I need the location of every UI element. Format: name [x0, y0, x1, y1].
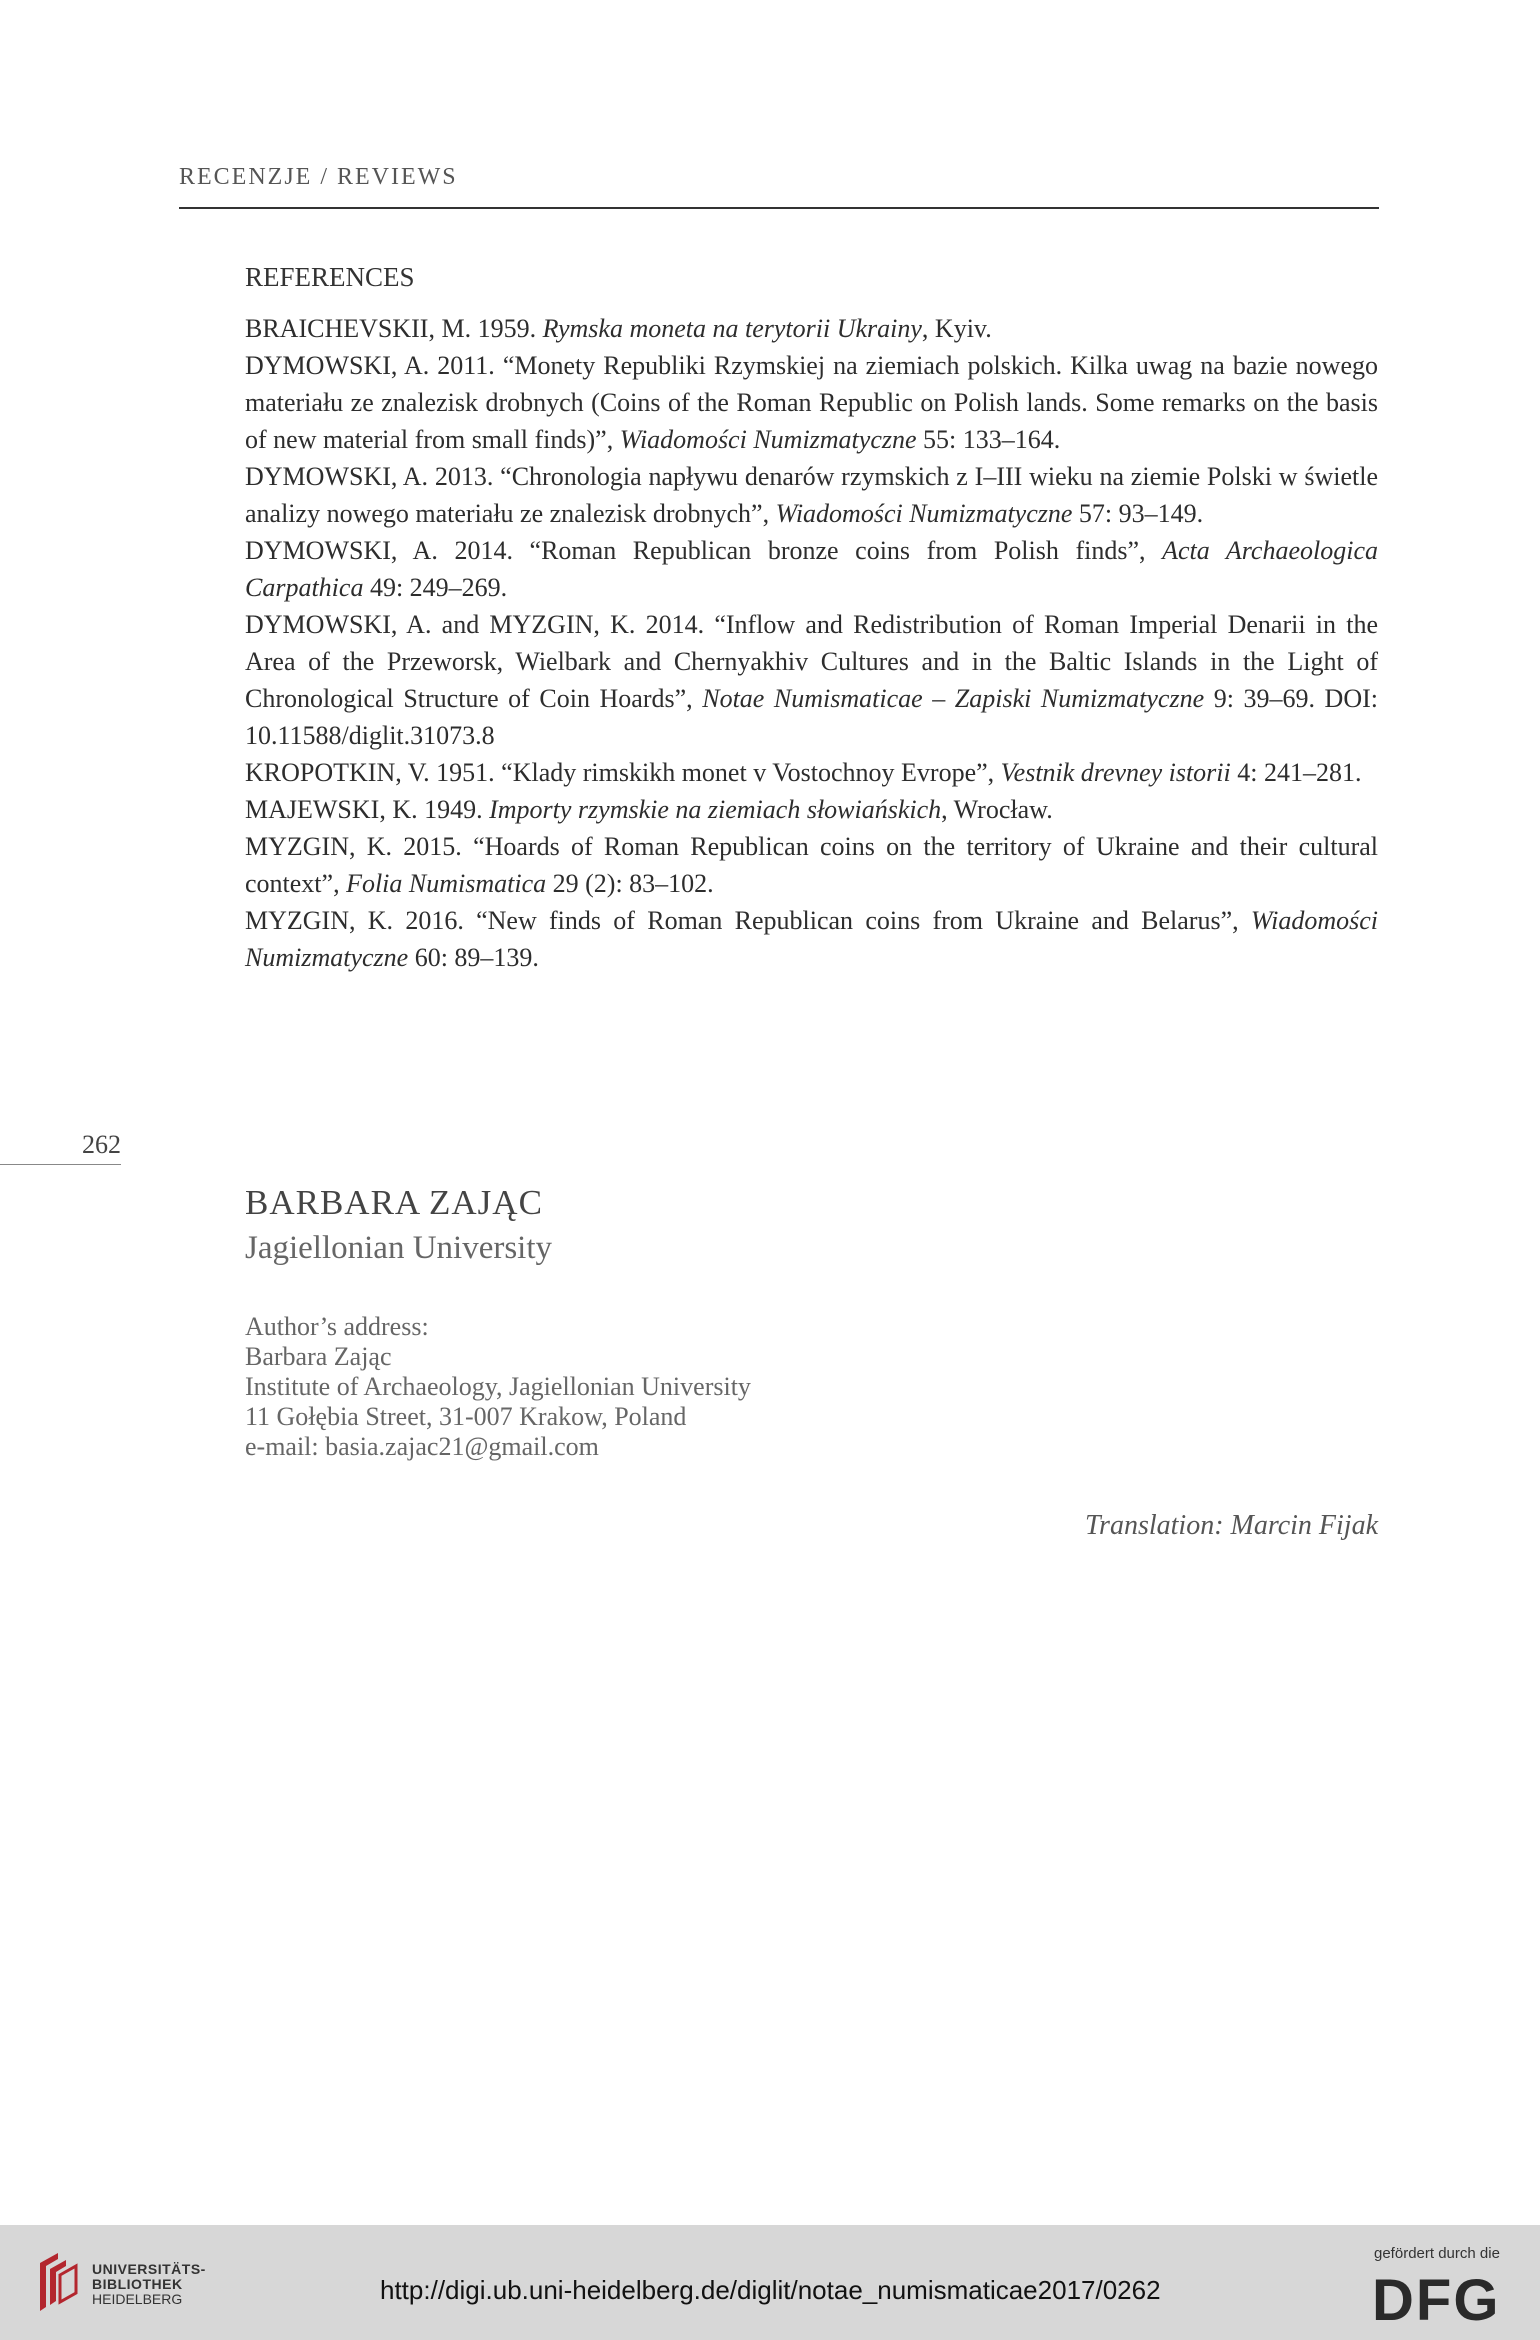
- reference-item: [245, 754, 1378, 791]
- page-number: 262: [0, 1130, 121, 1165]
- source-url-link[interactable]: http://digi.ub.uni-heidelberg.de/diglit/notae_numismaticae2017/0262: [380, 2275, 1161, 2305]
- library-logo-icon: [36, 2249, 82, 2315]
- reference-text: 55: 133–164.: [916, 425, 1061, 454]
- translation-credit: Translation: Marcin Fijak: [1085, 1510, 1378, 1541]
- reference-item: [245, 902, 1378, 976]
- reference-text: DYMOWSKI, A. 2013. “Chronologia napływu denarów rzymskich z I–III wieku na ziemie Polski w świetle analizy nowego materiału ze znalezisk drobnych”,: [245, 462, 1378, 528]
- author-address: [245, 1312, 751, 1462]
- reference-text: DYMOWSKI, A. 2014. “Roman Republican bronze coins from Polish finds”,: [245, 536, 1163, 565]
- reference-item: [245, 606, 1378, 754]
- address-line: 11 Gołębia Street, 31-007 Krakow, Poland: [245, 1402, 687, 1431]
- library-name-line: UNIVERSITÄTS-: [92, 2261, 206, 2277]
- reference-text: KROPOTKIN, V. 1951. “Klady rimskikh monet v Vostochnoy Evrope”,: [245, 758, 1001, 787]
- reference-title: Notae Numismaticae – Zapiski Numizmatyczne: [702, 684, 1205, 713]
- references-list: [245, 310, 1378, 976]
- reference-text: 29 (2): 83–102.: [546, 869, 714, 898]
- reference-text: 4: 241–281.: [1230, 758, 1362, 787]
- reference-text: MYZGIN, K. 2016. “New finds of Roman Republican coins from Ukraine and Belarus”,: [245, 906, 1251, 935]
- reference-text: 49: 249–269.: [363, 573, 508, 602]
- author-name: BARBARA ZAJĄC: [245, 1183, 543, 1222]
- reference-title: Wiadomości Numizmatyczne: [775, 499, 1073, 528]
- address-line: Institute of Archaeology, Jagiellonian University: [245, 1372, 751, 1401]
- reference-text: MYZGIN, K. 2015. “Hoards of Roman Republican coins on the territory of Ukraine and their cultural context”,: [245, 832, 1378, 898]
- library-name-line: HEIDELBERG: [92, 2291, 183, 2307]
- reference-text: BRAICHEVSKII, M. 1959.: [245, 314, 543, 343]
- address-line: Barbara Zając: [245, 1342, 392, 1371]
- reference-title: Folia Numismatica: [346, 869, 547, 898]
- reference-text: , Wrocław.: [941, 795, 1053, 824]
- reference-item: [245, 791, 1378, 828]
- reference-item: [245, 347, 1378, 458]
- reference-text: 57: 93–149.: [1072, 499, 1204, 528]
- reference-text: 9: 39–69. DOI: 10.11588/diglit.31073.8: [245, 684, 1378, 750]
- reference-text: DYMOWSKI, A. 2011. “Monety Republiki Rzymskiej na ziemiach polskich. Kilka uwag na bazie nowego materiału ze znalezisk drobnych (Coins of the Roman Republic on Polish lands. Some remarks on the basis of new material from small finds)”,: [245, 351, 1378, 454]
- library-name-line: BIBLIOTHEK: [92, 2276, 183, 2292]
- reference-title: Vestnik drevney istorii: [1000, 758, 1231, 787]
- address-email[interactable]: e-mail: basia.zajac21@gmail.com: [245, 1432, 599, 1461]
- reference-text: DYMOWSKI, A. and MYZGIN, K. 2014. “Inflow and Redistribution of Roman Imperial Denarii in the Area of the Przeworsk, Wielbark and Chernyakhiv Cultures and in the Baltic Islands in the Light of Chronological Structure of Coin Hoards”,: [245, 610, 1378, 713]
- reference-title: Wiadomości Numizmatyczne: [619, 425, 917, 454]
- reference-text: MAJEWSKI, K. 1949.: [245, 795, 490, 824]
- reference-title: Acta Archaeologica Carpathica: [245, 536, 1378, 602]
- library-name: [92, 2262, 206, 2307]
- reference-item: [245, 458, 1378, 532]
- reference-item: [245, 828, 1378, 902]
- reference-text: , Kyiv.: [921, 314, 992, 343]
- footer-bar: [0, 2225, 1540, 2340]
- reference-title: Rymska moneta na terytorii Ukrainy: [542, 314, 922, 343]
- running-head: RECENZJE / REVIEWS: [179, 164, 458, 190]
- funding-caption: gefördert durch die: [1374, 2245, 1500, 2262]
- reference-item: [245, 310, 1378, 347]
- reference-title: Importy rzymskie na ziemiach słowiańskich: [489, 795, 942, 824]
- references-heading: REFERENCES: [245, 262, 415, 292]
- author-affiliation: Jagiellonian University: [245, 1230, 553, 1266]
- reference-item: [245, 532, 1378, 606]
- header-rule: [179, 207, 1379, 209]
- dfg-logo: DFG: [1372, 2268, 1501, 2333]
- address-label: Author’s address:: [245, 1312, 429, 1341]
- reference-title: Wiadomości Numizmatyczne: [245, 906, 1378, 972]
- reference-text: 60: 89–139.: [408, 943, 539, 972]
